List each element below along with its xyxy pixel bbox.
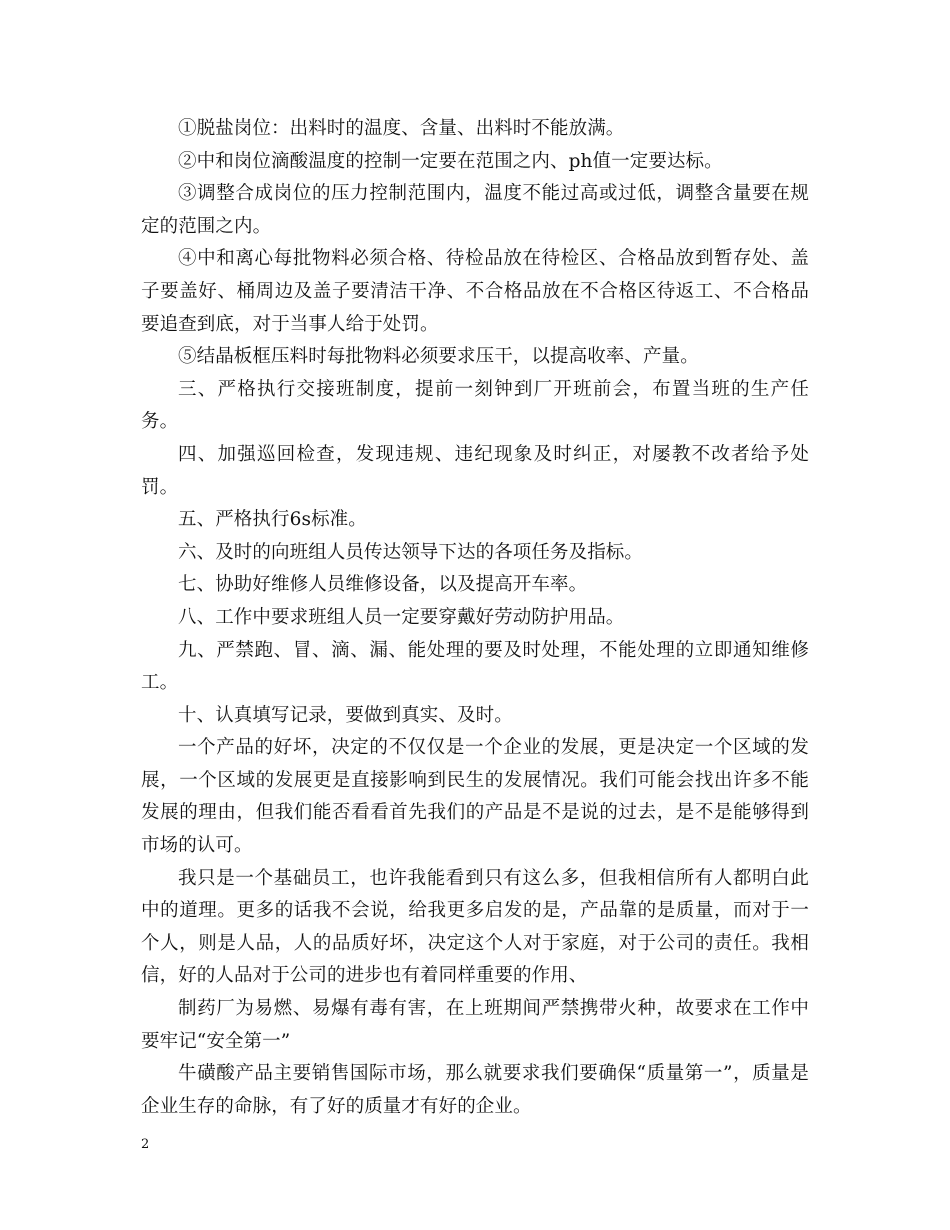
paragraph-centrifuge: ④中和离心每批物料必须合格、待检品放在待检区、合格品放到暂存处、盖子要盖好、桶周边及盖子要清洁干净、不合格品放在不合格区待返工、不合格品要追查到底，对于当事人给于处罚。: [141, 248, 809, 335]
paragraph-item-3: 三、严格执行交接班制度，提前一刻钟到厂开班前会，布置当班的生产任务。: [141, 378, 809, 433]
paragraph-employee-view: 我只是一个基础员工，也许我能看到只有这么多，但我相信所有人都明白此中的道理。更多的话我不会说，给我更多启发的是，产品靠的是质量，而对于一个人，则是人品，人的品质好坏，决定这个人对于家庭，对于公司的责任。我相信，好的人品对于公司的进步也有着同样重要的作用、: [141, 867, 809, 987]
paragraph-neutralization: ②中和岗位滴酸温度的控制一定要在范围之内、ph值一定要达标。: [178, 150, 723, 172]
paragraph-crystallization: ⑤结晶板框压料时每批物料必须要求压干，以提高收率、产量。: [178, 346, 699, 368]
paragraph-product-quality: 一个产品的好坏，决定的不仅仅是一个企业的发展，更是决定一个区域的发展，一个区域的发展更是直接影响到民生的发展情况。我们可能会找出许多不能发展的理由，但我们能否看看首先我们的产品是不是说的过去，是不是能够得到市场的认可。: [141, 737, 809, 857]
paragraph-item-7: 七、协助好维修人员维修设备，以及提高开车率。: [178, 574, 588, 596]
paragraph-item-8: 八、工作中要求班组人员一定要穿戴好劳动防护用品。: [178, 606, 625, 628]
body-text: [141, 113, 809, 1123]
paragraph-safety-first: 制药厂为易燃、易爆有毒有害，在上班期间严禁携带火种，故要求在工作中要牢记“安全第一”: [141, 998, 809, 1052]
paragraph-desalting: ①脱盐岗位：出料时的温度、含量、出料时不能放满。: [178, 118, 625, 139]
paragraph-item-4: 四、加强巡回检查，发现违规、违纪现象及时纠正，对屡教不改者给予处罚。: [141, 443, 809, 498]
page-number: 2: [141, 1137, 150, 1152]
paragraph-item-5: 五、严格执行6s标准。: [178, 509, 367, 531]
paragraph-item-9: 九、严禁跑、冒、滴、漏、能处理的要及时处理，不能处理的立即通知维修工。: [141, 639, 809, 694]
paragraph-item-10: 十、认真填写记录，要做到真实、及时。: [178, 704, 513, 726]
paragraph-item-6: 六、及时的向班组人员传达领导下达的各项任务及指标。: [178, 541, 644, 563]
paragraph-quality-first: 牛磺酸产品主要销售国际市场，那么就要求我们要确保“质量第一”，质量是企业生存的命脉，有了好的质量才有好的企业。: [141, 1063, 809, 1117]
paragraph-synthesis: ③调整合成岗位的压力控制范围内，温度不能过高或过低，调整含量要在规定的范围之内。: [141, 183, 809, 237]
